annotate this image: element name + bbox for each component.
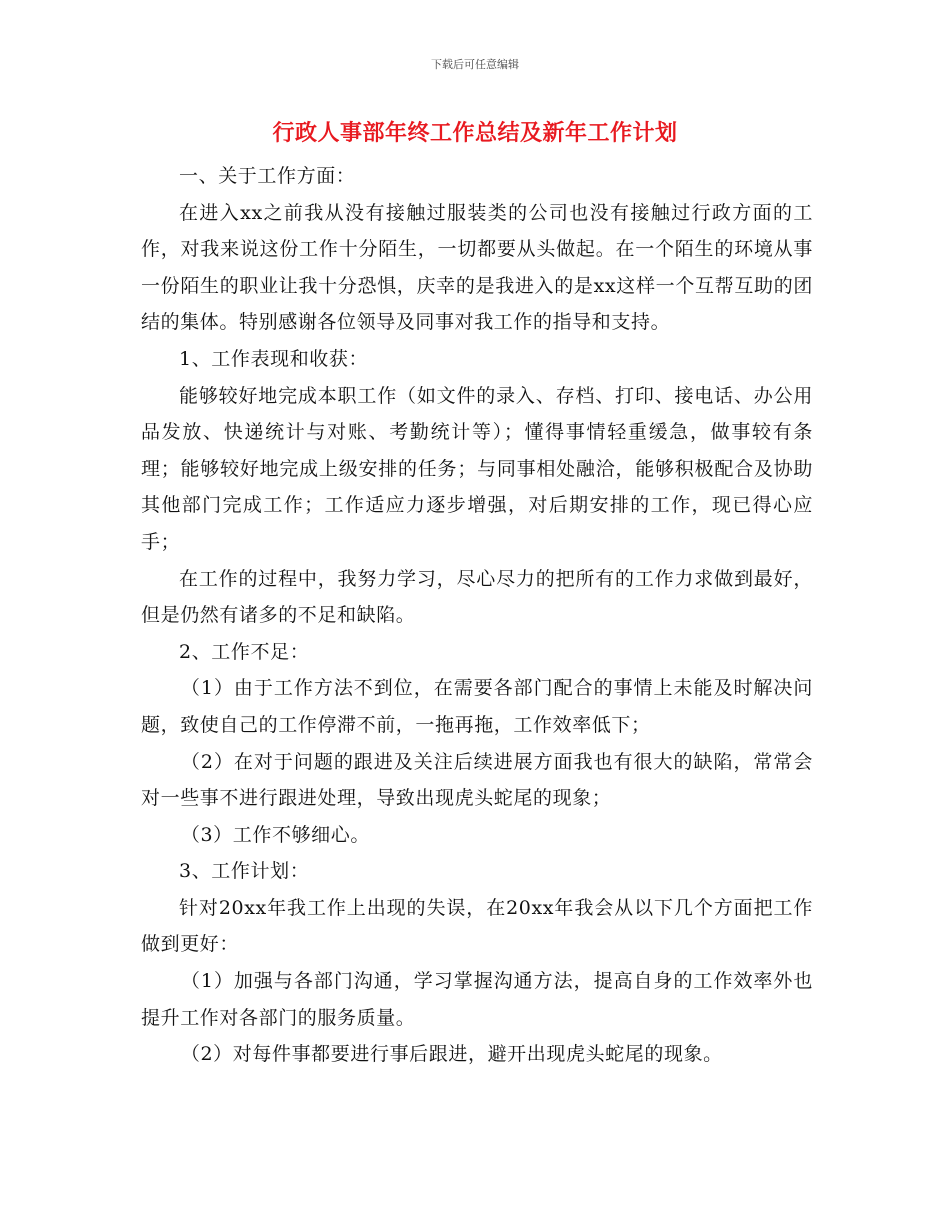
- section-heading-work: 一、关于工作方面：: [179, 165, 356, 187]
- subsection-heading-plan: 3、工作计划：: [179, 860, 310, 883]
- list-item: （1）由于工作方法不到位，在需要各部门配合的事情上未能及时解决问题，致使自己的工作停滞不前，一拖再拖，工作效率低下；: [141, 677, 813, 736]
- list-item: （2）在对于问题的跟进及关注后续进展方面我也有很大的缺陷，常常会对一些事不进行跟进处理，导致出现虎头蛇尾的现象；: [141, 750, 813, 810]
- subsection-heading-performance: 1、工作表现和收获：: [179, 347, 369, 370]
- body-paragraph: 在工作的过程中，我努力学习，尽心尽力的把所有的工作力求做到最好，但是仍然有诸多的不足和缺陷。: [141, 567, 813, 627]
- list-item: （3）工作不够细心。: [180, 823, 370, 846]
- header-note: 下载后可任意编辑: [431, 58, 519, 71]
- body-paragraph: 在进入xx之前我从没有接触过服装类的公司也没有接触过行政方面的工作，对我来说这份工作十分陌生，一切都要从头做起。在一个陌生的环境从事一份陌生的职业让我十分恐惧，庆幸的是我进入的是xx这样一个互帮互助的团结的集体。特别感谢各位领导及同事对我工作的指导和支持。: [141, 201, 813, 334]
- list-item: （1）加强与各部门沟通，学习掌握沟通方法，提高自身的工作效率外也提升工作对各部门的服务质量。: [141, 970, 813, 1029]
- document-title: 行政人事部年终工作总结及新年工作计划: [272, 121, 678, 146]
- subsection-heading-shortcomings: 2、工作不足：: [179, 640, 310, 663]
- body-paragraph: 针对20xx年我工作上出现的失误，在20xx年我会从以下几个方面把工作做到更好：: [141, 896, 813, 956]
- document-body: [141, 158, 813, 1073]
- list-item: （2）对每件事都要进行事后跟进，避开出现虎头蛇尾的现象。: [180, 1043, 723, 1066]
- body-paragraph: 能够较好地完成本职工作（如文件的录入、存档、打印、接电话、办公用品发放、快递统计与对账、考勤统计等）；懂得事情轻重缓急，做事较有条理；能够较好地完成上级安排的任务；与同事相处融洽，能够积极配合及协助其他部门完成工作；工作适应力逐步增强，对后期安排的工作，现已得心应手；: [141, 384, 813, 553]
